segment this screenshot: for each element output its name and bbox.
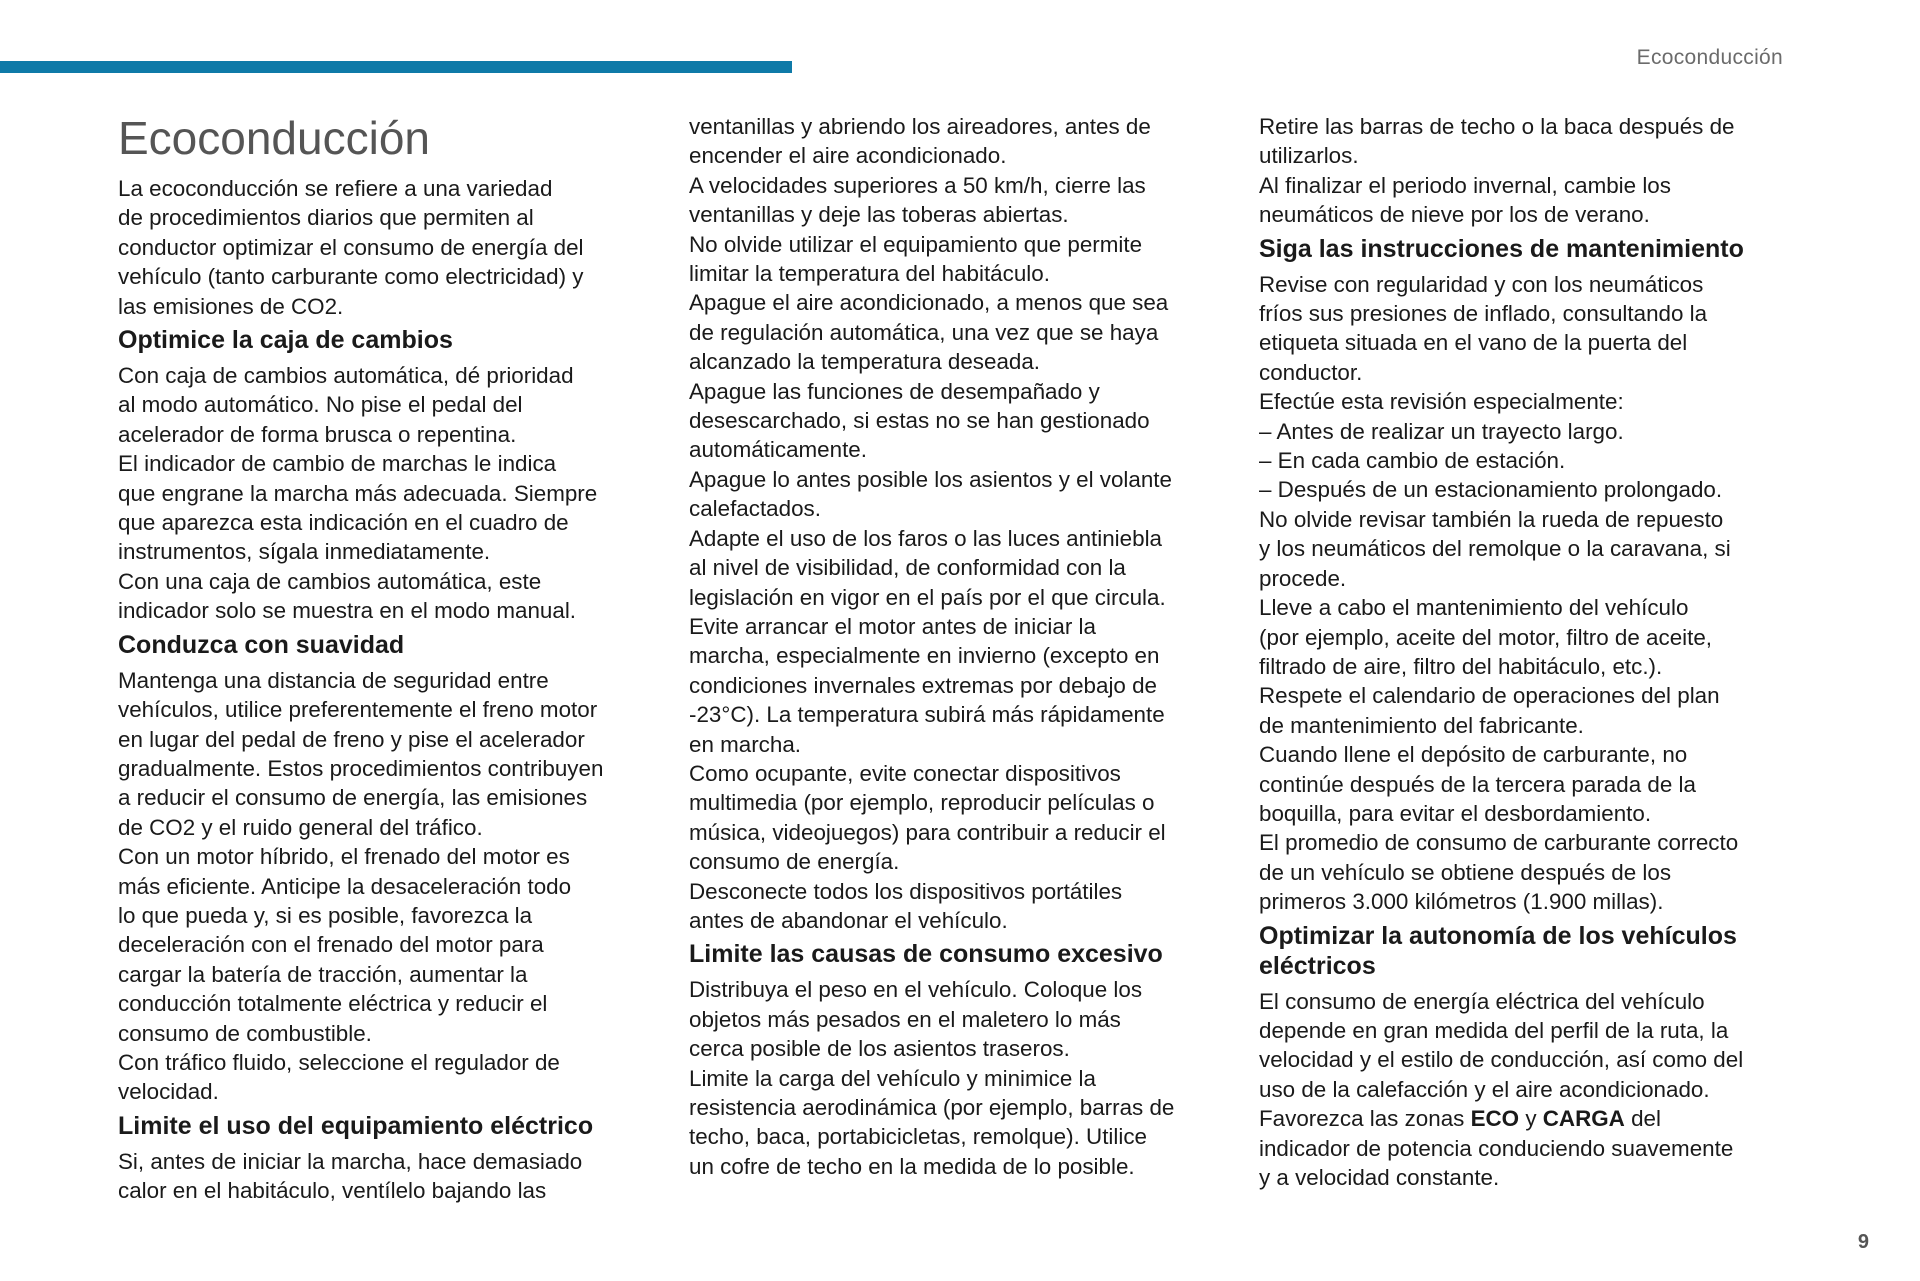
column-2 bbox=[689, 112, 1229, 1181]
paragraph: A velocidades superiores a 50 km/h, cierre las ventanillas y deje las toberas abiertas. bbox=[689, 172, 1146, 228]
paragraph: Mantenga una distancia de seguridad entre vehículos, utilice preferentemente el freno motor en lugar del pedal de freno y pise el acelerador gradualmente. Estos procedimientos contribuyen a reducir el consumo de energía, las emisiones de CO2 y el ruido general del tráfico. bbox=[118, 667, 604, 840]
eco-charge-paragraph bbox=[1259, 1104, 1799, 1192]
column-1 bbox=[118, 112, 658, 1206]
column-3 bbox=[1259, 112, 1799, 1192]
running-header: Ecoconducción bbox=[1636, 46, 1783, 69]
header-accent-bar bbox=[0, 61, 792, 73]
text-run: Favorezca las zonas bbox=[1259, 1106, 1471, 1132]
paragraph: Lleve a cabo el mantenimiento del vehículo (por ejemplo, aceite del motor, filtro de aceite, filtrado de aire, filtro del habitáculo, etc.). bbox=[1259, 595, 1713, 679]
paragraph: Limite la carga del vehículo y minimice la resistencia aerodinámica (por ejemplo, barras de techo, baca, portabicicletas, remolque). Utilice un cofre de techo en la medida de lo posible. bbox=[689, 1065, 1175, 1179]
paragraph: Apague el aire acondicionado, a menos que sea de regulación automática, una vez que se haya alcanzado la temperatura deseada. bbox=[689, 290, 1169, 375]
page-number: 9 bbox=[1857, 1231, 1869, 1253]
charge-zone-label: CARGA bbox=[1542, 1106, 1625, 1132]
intro-paragraph: La ecoconducción se refiere a una variedad de procedimientos diarios que permiten al conductor optimizar el consumo de energía del vehículo (tanto carburante como electricidad) y las emisiones de CO2. bbox=[118, 176, 584, 319]
paragraph: No olvide utilizar el equipamiento que permite limitar la temperatura del habitáculo. bbox=[689, 231, 1143, 287]
text-run: del indicador de potencia conduciendo suavemente y a velocidad constante. bbox=[1259, 1106, 1734, 1190]
heading-electrical-equipment: Limite el uso del equipamiento eléctrico bbox=[118, 1111, 594, 1140]
paragraph: Desconecte todos los dispositivos portátiles antes de abandonar el vehículo. bbox=[689, 878, 1123, 933]
paragraph: Cuando llene el depósito de carburante, no continúe después de la tercera parada de la boquilla, para evitar el desbordamiento. bbox=[1259, 742, 1696, 826]
paragraph: Como ocupante, evite conectar dispositivos multimedia (por ejemplo, reproducir películas o música, videojuegos) para contribuir a reducir el consumo de energía. bbox=[689, 760, 1166, 875]
paragraph: Apague lo antes posible los asientos y el volante calefactados. bbox=[689, 466, 1172, 522]
page-title: Ecoconducción bbox=[118, 112, 430, 164]
heading-gearbox: Optimice la caja de cambios bbox=[118, 326, 453, 355]
checklist-paragraph: Efectúe esta revisión especialmente: – Antes de realizar un trayecto largo. – En cada cambio de estación. – Después de un estacionamiento prolongado. bbox=[1259, 389, 1723, 503]
heading-smooth-driving: Conduzca con suavidad bbox=[118, 630, 405, 659]
paragraph: Distribuya el peso en el vehículo. Coloque los objetos más pesados en el maletero lo más cerca posible de los asientos traseros. bbox=[689, 977, 1143, 1062]
paragraph: Con tráfico fluido, seleccione el regulador de velocidad. bbox=[118, 1049, 560, 1105]
paragraph: No olvide revisar también la rueda de repuesto y los neumáticos del remolque o la caravana, si procede. bbox=[1259, 506, 1731, 591]
heading-maintenance: Siga las instrucciones de mantenimiento bbox=[1259, 234, 1744, 263]
paragraph: El consumo de energía eléctrica del vehículo depende en gran medida del perfil de la ruta, la velocidad y el estilo de conducción, así como del uso de la calefacción y el aire acondicionado. bbox=[1259, 988, 1744, 1102]
paragraph: Al finalizar el periodo invernal, cambie los neumáticos de nieve por los de verano. bbox=[1259, 172, 1671, 228]
paragraph: Apague las funciones de desempañado y desescarchado, si estas no se han gestionado automáticamente. bbox=[689, 378, 1150, 463]
heading-ev-range: Optimizar la autonomía de los vehículos eléctricos bbox=[1259, 921, 1737, 980]
paragraph: Revise con regularidad y con los neumáticos fríos sus presiones de inflado, consultando la etiqueta situada en el vano de la puerta del conductor. bbox=[1259, 271, 1708, 385]
paragraph: Con una caja de cambios automática, este indicador solo se muestra en el modo manual. bbox=[118, 568, 577, 624]
paragraph: Si, antes de iniciar la marcha, hace demasiado calor en el habitáculo, ventílelo bajando las bbox=[118, 1148, 583, 1204]
paragraph: El promedio de consumo de carburante correcto de un vehículo se obtiene después de los primeros 3.000 kilómetros (1.900 millas). bbox=[1259, 830, 1739, 915]
paragraph: Con un motor híbrido, el frenado del motor es más eficiente. Anticipe la desaceleración todo lo que pueda y, si es posible, favorezca la deceleración con el frenado del motor para cargar la batería de tracción, aumentar la conducción totalmente eléctrica y reducir el consumo de combustible. bbox=[118, 844, 572, 1046]
paragraph: Adapte el uso de los faros o las luces antiniebla al nivel de visibilidad, de conformidad con la legislación en vigor en el país por el que circula. bbox=[689, 525, 1166, 610]
paragraph: Evite arrancar el motor antes de iniciar la marcha, especialmente en invierno (excepto en condiciones invernales extremas por debajo de -23°C). La temperatura subirá más rápidamente en marcha. bbox=[689, 613, 1165, 757]
text-run: y bbox=[1519, 1106, 1543, 1132]
paragraph: Retire las barras de techo o la baca después de utilizarlos. bbox=[1259, 114, 1735, 169]
heading-excess-consumption: Limite las causas de consumo excesivo bbox=[689, 940, 1163, 969]
eco-zone-label: ECO bbox=[1470, 1106, 1520, 1132]
paragraph: Con caja de cambios automática, dé prioridad al modo automático. No pise el pedal del acelerador de forma brusca o repentina. bbox=[118, 363, 574, 447]
paragraph: El indicador de cambio de marchas le indica que engrane la marcha más adecuada. Siempre que aparezca esta indicación en el cuadro de instrumentos, sígala inmediatamente. bbox=[118, 451, 598, 565]
paragraph: Respete el calendario de operaciones del plan de mantenimiento del fabricante. bbox=[1259, 683, 1720, 738]
paragraph: ventanillas y abriendo los aireadores, antes de encender el aire acondicionado. bbox=[689, 114, 1151, 169]
